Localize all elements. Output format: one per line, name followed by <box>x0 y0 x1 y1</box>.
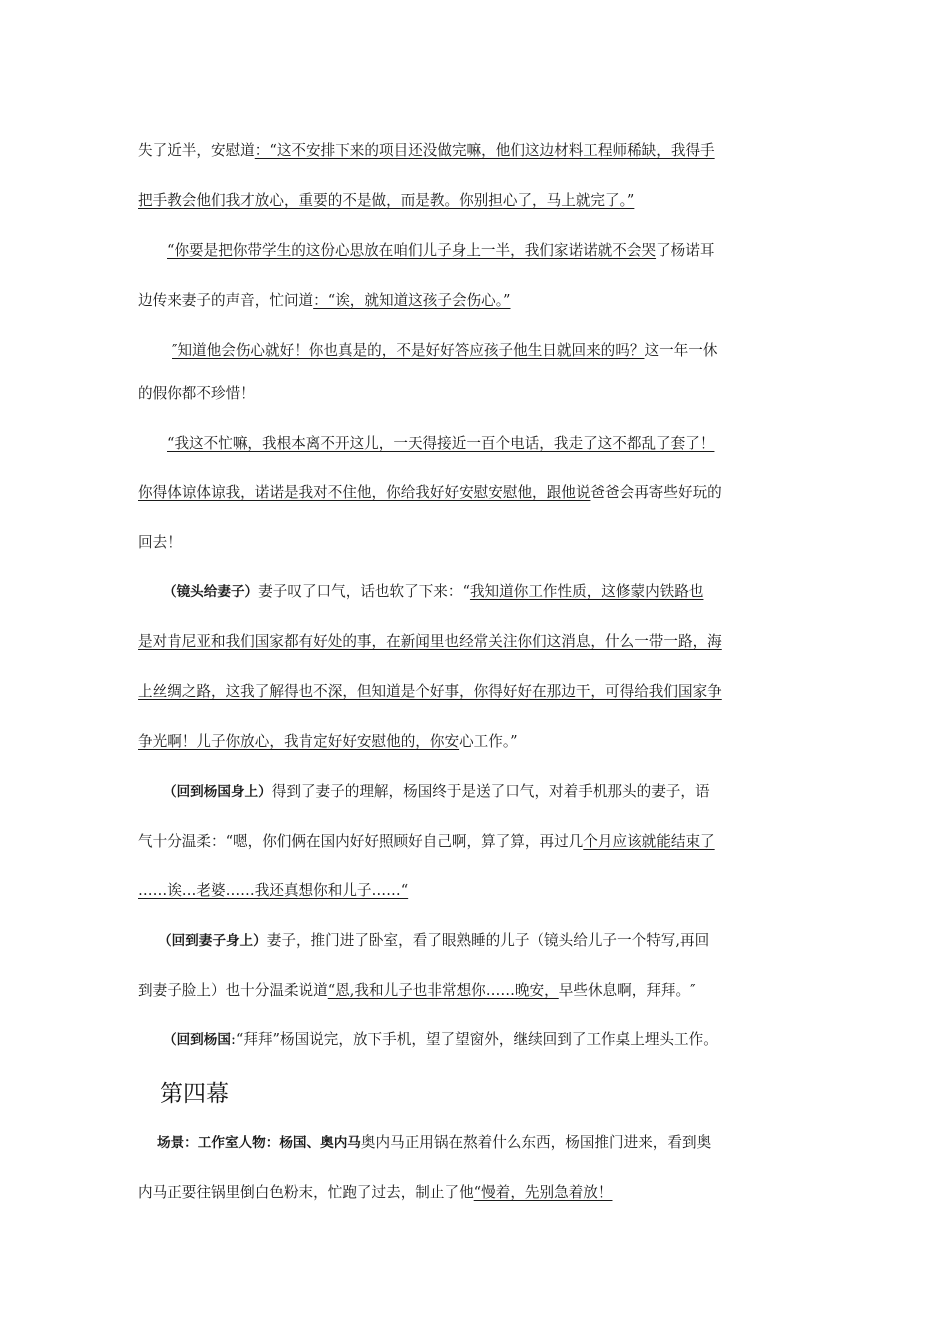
dialogue-underlined: 是对肯尼亚和我们国家都有好处的事，在新闻里也经常关注你们这消息，什么一带一路，海 <box>138 633 722 650</box>
dialogue-underlined: 你得体谅体谅我，诺诺是我对不住他，你给我好好安慰安慰他，跟他说 <box>138 484 591 501</box>
para-5-line-2 <box>138 632 722 652</box>
stage-direction: （回到杨国身上） <box>163 784 272 800</box>
dialogue-underlined: 上丝绸之路，这我了解得也不深，但知道是个好事，你得好好在那边干，可得给我们国家争 <box>138 683 722 700</box>
para-5-line-4: 争光啊！儿子你放心，我肯定好好安慰他的，你安心工作。” <box>138 733 518 750</box>
dialogue-underlined: ″知道他会伤心就好！你也真是的，不是好好答应孩子他生日就回来的吗？ <box>172 342 645 359</box>
dialogue-underlined: 我知道你工作性质，这修蒙内铁路也 <box>469 583 704 600</box>
para-9-line-2: 内马正要往锅里倒白色粉末，忙跑了过去，制止了他“慢着，先别急着放！ <box>138 1184 613 1201</box>
dialogue-underlined: 把手教会他们我才放心，重要的不是做，而是教。你别担心了，马上就完了。” <box>138 192 635 209</box>
dialogue-underlined: 个月应该就能结束了 <box>583 833 715 850</box>
para-6-line-2: 气十分温柔：“嗯，你们俩在国内好好照顾好自己啊，算了算，再过几个月应该就能结束了 <box>138 833 715 850</box>
stage-direction: （回到妻子身上） <box>158 933 267 949</box>
dialogue-underlined: “恩,我和儿子也非常想你……晚安， <box>327 982 559 999</box>
dialogue-underlined: ：“这不安排下来的项目还没做完嘛，他们这边材料工程师稀缺，我得手 <box>254 142 715 159</box>
dialogue-underlined: ……诶…老婆……我还真想你和儿子……“ <box>138 882 409 899</box>
para-4-line-1 <box>167 434 714 454</box>
stage-direction: （回到杨国 <box>163 1032 231 1048</box>
para-6-line-3 <box>138 881 408 901</box>
para-3-line-2: 的假你都不珍惜！ <box>138 385 255 402</box>
para-4-line-3: 回去！ <box>138 534 182 551</box>
para-1-line-2 <box>138 191 634 211</box>
dialogue-underlined: “慢着，先别急着放！ <box>473 1184 613 1201</box>
dialogue-underlined: “你要是把你带学生的这份心思放在咱们儿子身上一半，我们家诺诺就不会哭 <box>167 242 657 259</box>
dialogue-underlined: ：“诶，就知道这孩子会伤心。” <box>313 292 511 309</box>
para-2-line-2: 边传来妻子的声音，忙问道：“诶，就知道这孩子会伤心。” <box>138 292 511 309</box>
para-4-line-2: 你得体谅体谅我，诺诺是我对不住他，你给我好好安慰安慰他，跟他说爸爸会再寄些好玩的 <box>138 484 722 501</box>
para-3-line-1: ″知道他会伤心就好！你也真是的，不是好好答应孩子他生日就回来的吗？这一年一休 <box>172 342 718 359</box>
para-8-line-1: （回到杨国:“拜拜”杨国说完，放下手机，望了望窗外，继续回到了工作桌上埋头工作。 <box>163 1031 718 1048</box>
para-7-line-2: 到妻子脸上）也十分温柔说道“恩,我和儿子也非常想你……晚安，早些休息啊，拜拜。″ <box>138 982 696 999</box>
para-5-line-3 <box>138 682 722 702</box>
para-1-line-1: 失了近半，安慰道：“这不安排下来的项目还没做完嘛，他们这边材料工程师稀缺，我得手 <box>138 142 715 159</box>
act-heading: 第四幕 <box>160 1081 229 1107</box>
para-9-line-1: 场景：工作室人物：杨国、奥内马奥内马正用锅在熬着什么东西，杨国推门进来，看到奥 <box>157 1134 712 1151</box>
para-6-line-1: （回到杨国身上）得到了妻子的理解，杨国终于是送了口气，对着手机那头的妻子，语 <box>163 783 710 800</box>
dialogue-underlined: “我这不忙嘛，我根本离不开这儿，一天得接近一百个电话，我走了这不都乱了套了！ <box>167 435 715 452</box>
para-2-line-1: “你要是把你带学生的这份心思放在咱们儿子身上一半，我们家诺诺就不会哭了杨诺耳 <box>167 242 715 259</box>
stage-direction: （镜头给妻子） <box>163 584 259 600</box>
scene-label: 场景：工作室人物：杨国、奥内马 <box>157 1135 361 1151</box>
para-7-line-1: （回到妻子身上）妻子，推门进了卧室，看了眼熟睡的儿子（镜头给儿子一个特写,再回 <box>158 932 710 949</box>
dialogue-underlined: 争光啊！儿子你放心，我肯定好好安慰他的，你安 <box>138 733 460 750</box>
para-5-line-1: （镜头给妻子）妻子叹了口气，话也软了下来：“我知道你工作性质，这修蒙内铁路也 <box>163 583 704 600</box>
